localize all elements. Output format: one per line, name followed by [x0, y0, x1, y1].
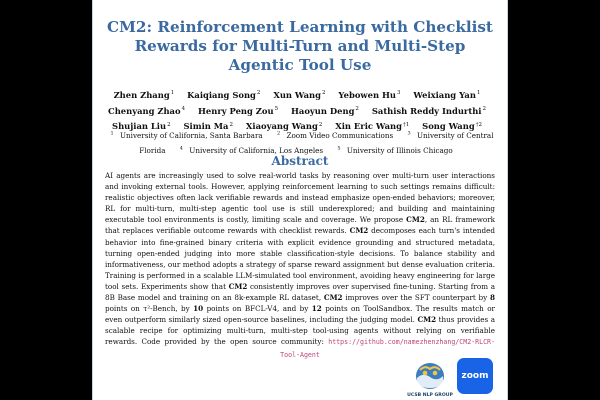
method-name: CM2: [349, 226, 369, 236]
title-line: CM2: Reinforcement Learning with Checklist: [107, 18, 493, 36]
author: Zhen Zhang$^1$: [113, 89, 175, 100]
abstract-body: AI agents are increasingly used to solve real-world tasks by reasoning over multi-turn user interactions and invoking external tools. However, applying reinforcement learning to such settings remains difficult: realistic objectives often lack verifiable rewards and instead emphasize open-ended behaviors; moreover, RL for multi-turn, multi-step agentic tool use is still underexplored; and building and maintaining executable tool environments is costly, limiting scale and coverage. We propose CM2, an RL framework that replaces verifiable outcome rewards with checklist rewards. CM2 decomposes each turn's intended behavior into fine-grained binary criteria with explicit evidence grounding and structured metadata, turning open-ended judging into more stable classification-style decisions. To balance stability and informativeness, our method adopts a strategy of sparse reward assignment but dense evaluation criteria. Training is performed in a scalable LLM-simulated tool environment, avoiding heavy engineering for large tool sets. Experiments show that CM2 consistently improves over supervised fine-tuning. Starting from a 8B Base model and training on an 8k-example RL dataset, CM2 improves over the SFT counterpart by 8 points on τ²-Bench, by 10 points on BFCL-V4, and by 12 points on ToolSandbox. The results match or even outperform similarly sized open-source baselines, including the judging model. CM2 thus provides a scalable recipe for optimizing multi-turn, multi-step tool-using agents without relying on verifiable rewards. Code provided by the open source community: https://github.com/namezhenzhang/CM2-RLCR-Tool-Agent: [105, 171, 495, 359]
author: Song Wang$^{\dagger 2}$: [422, 121, 482, 132]
affiliation: $^3$ University of Central Florida: [139, 131, 494, 155]
method-name: CM2: [406, 215, 425, 225]
abstract-heading: Abstract: [271, 154, 329, 168]
author: Simin Ma$^2$: [183, 121, 233, 132]
author: Xun Wang$^2$: [273, 89, 326, 100]
svg-text:UCSB NLP GROUP: UCSB NLP GROUP: [407, 393, 453, 398]
affiliation: $^1$ University of California, Santa Barbara: [110, 131, 263, 141]
author: Chenyang Zhao$^4$: [108, 105, 186, 116]
author: Xiaoyang Wang$^2$: [245, 121, 323, 132]
author: Kaiqiang Song$^2$: [187, 89, 261, 100]
affiliations: [103, 128, 497, 157]
ucsb-nlp-logo: [407, 361, 453, 399]
paper-title: [101, 18, 499, 75]
author: Weixiang Yan$^1$: [413, 89, 481, 100]
author: Yebowen Hu$^3$: [338, 89, 401, 100]
result-number: 10: [193, 304, 204, 314]
author: Shujian Liu$^2$: [112, 121, 171, 132]
title-line: Agentic Tool Use: [228, 56, 372, 74]
code-link[interactable]: https://github.com/namezhenzhang/CM2-RLCR-Tool-Agent: [280, 338, 495, 359]
author: Henry Peng Zou$^5$: [198, 105, 279, 116]
result-number: 8: [489, 293, 495, 303]
zoom-logo: zoom: [457, 358, 493, 394]
method-name: CM2: [323, 293, 343, 303]
affiliation: $^4$ University of California, Los Angeles: [179, 145, 324, 155]
result-number: 12: [311, 304, 322, 314]
method-name: CM2: [228, 281, 248, 291]
author-list: [99, 86, 501, 133]
paper-page: [92, 0, 508, 400]
author: Sathish Reddy Indurthi$^2$: [371, 105, 486, 116]
title-line: Rewards for Multi-Turn and Multi-Step: [134, 37, 466, 55]
method-name: CM2: [417, 315, 437, 325]
author: Haoyun Deng$^2$: [291, 105, 359, 116]
affiliation: $^5$ University of Illinois Chicago: [337, 145, 453, 155]
author: Xin Eric Wang$^{\dagger 1}$: [335, 121, 410, 132]
affiliation: $^2$ Zoom Video Communications: [276, 131, 394, 141]
